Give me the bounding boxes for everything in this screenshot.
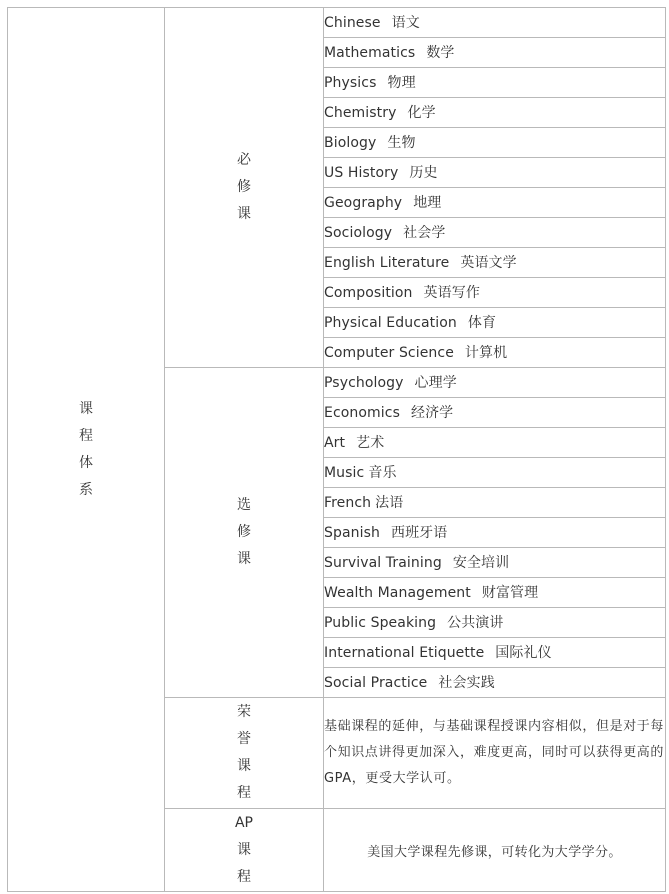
table-row [8, 8, 666, 38]
category-label-char: 必 [237, 152, 251, 168]
course-cell [324, 38, 666, 68]
course-name-zh: 财富管理 [481, 584, 539, 601]
course-name-en: Physics [324, 74, 377, 91]
main-label-char: 程 [79, 427, 93, 444]
course-name-en: Chinese [324, 14, 381, 31]
course-cell [324, 248, 666, 278]
category-label-char: 课 [237, 551, 251, 567]
main-label-char: 课 [79, 400, 93, 417]
main-label-char: 体 [79, 454, 93, 471]
honors-courses-label [165, 698, 324, 809]
course-name-en: Mathematics [324, 44, 416, 61]
main-label-char: 系 [79, 481, 93, 498]
course-name-en: Physical Education [324, 314, 457, 331]
course-name-zh: 计算机 [464, 344, 508, 361]
course-name-en: Composition [324, 284, 413, 301]
course-name-en: Computer Science [324, 344, 454, 361]
category-label-char: 荣 [237, 704, 251, 720]
course-name-zh: 艺术 [356, 434, 385, 451]
category-label-char: 修 [237, 179, 251, 195]
course-name-zh: 语文 [391, 14, 420, 31]
course-name-en: Music [324, 464, 365, 481]
course-name-zh: 经济学 [410, 404, 454, 421]
course-cell [324, 8, 666, 38]
course-name-en: Sociology [324, 224, 393, 241]
course-name-zh: 英语文学 [460, 254, 517, 271]
honors-description: 基础课程的延伸，与基础课程授课内容相似，但是对于每个知识点讲得更加深入，难度更高，同时可以获得更高的GPA，更受大学认可。 [324, 698, 666, 809]
course-name-zh: 公共演讲 [447, 614, 504, 631]
course-name-en: Social Practice [324, 674, 428, 691]
course-cell [324, 548, 666, 578]
course-name-en: French [324, 494, 372, 511]
category-label-char: 课 [237, 206, 251, 222]
course-name-en: Economics [324, 404, 400, 421]
category-label-char: AP [234, 814, 254, 831]
course-name-en: English Literature [324, 254, 450, 271]
course-name-en: Biology [324, 134, 377, 151]
course-cell [324, 638, 666, 668]
course-cell [324, 278, 666, 308]
category-label-char: 课 [237, 841, 251, 858]
course-name-en: International Etiquette [324, 644, 485, 661]
course-cell [324, 158, 666, 188]
course-cell [324, 338, 666, 368]
course-name-zh: 地理 [413, 194, 442, 211]
course-name-zh: 法语 [375, 494, 404, 511]
course-cell [324, 308, 666, 338]
course-name-en: Chemistry [324, 104, 397, 121]
course-cell [324, 458, 666, 488]
course-name-en: Spanish [324, 524, 380, 541]
course-name-zh: 数学 [426, 44, 455, 61]
category-label-char: 程 [237, 785, 251, 801]
course-name-en: Art [324, 434, 346, 451]
course-cell [324, 428, 666, 458]
course-name-en: Geography [324, 194, 403, 211]
curriculum-table [7, 7, 666, 892]
course-name-zh: 英语写作 [423, 284, 480, 301]
course-name-zh: 社会实践 [438, 674, 495, 691]
course-name-zh: 体育 [467, 314, 497, 331]
ap-courses-label [165, 809, 324, 892]
category-label-char: 选 [237, 497, 251, 513]
course-cell [324, 398, 666, 428]
course-name-zh: 物理 [387, 74, 416, 91]
course-cell [324, 68, 666, 98]
category-label-char: 修 [237, 524, 251, 540]
required-courses-label [165, 8, 324, 368]
course-name-en: US History [324, 164, 399, 181]
course-cell [324, 128, 666, 158]
course-cell [324, 368, 666, 398]
curriculum-system-label [8, 8, 165, 892]
course-cell [324, 488, 666, 518]
category-label-char: 誉 [237, 731, 251, 747]
course-name-zh: 国际礼仪 [495, 644, 552, 661]
course-cell [324, 608, 666, 638]
course-name-zh: 安全培训 [452, 554, 510, 571]
course-name-zh: 心理学 [414, 374, 457, 391]
course-cell [324, 518, 666, 548]
course-name-zh: 社会学 [403, 224, 446, 241]
category-label-char: 程 [237, 868, 251, 885]
course-name-zh: 历史 [409, 164, 438, 181]
course-cell [324, 188, 666, 218]
course-cell [324, 578, 666, 608]
course-name-en: Survival Training [324, 554, 442, 571]
category-label-char: 课 [237, 758, 251, 774]
course-name-zh: 音乐 [368, 464, 397, 481]
course-cell [324, 98, 666, 128]
course-cell [324, 218, 666, 248]
course-name-en: Public Speaking [324, 614, 437, 631]
course-name-zh: 西班牙语 [390, 524, 448, 541]
course-name-en: Wealth Management [324, 584, 471, 601]
course-cell [324, 668, 666, 698]
ap-description: 美国大学课程先修课，可转化为大学学分。 [324, 809, 666, 892]
course-name-zh: 生物 [387, 134, 416, 151]
course-name-en: Psychology [324, 374, 404, 391]
course-name-zh: 化学 [407, 104, 436, 121]
elective-courses-label [165, 368, 324, 698]
